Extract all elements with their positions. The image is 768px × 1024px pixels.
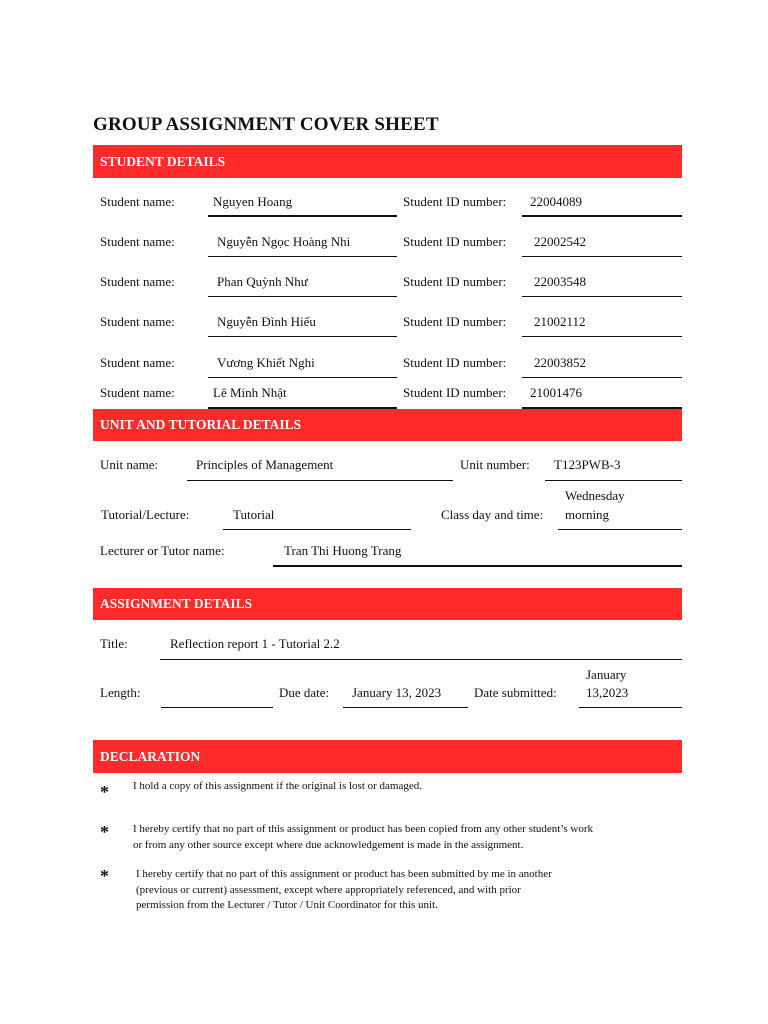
class-day-line — [558, 529, 682, 530]
declaration-line: (previous or current) assessment, except where appropriately referenced, and with prior — [136, 883, 521, 896]
tutorial-lecture-label: Tutorial/Lecture: — [101, 507, 190, 522]
length-label: Length: — [100, 685, 141, 700]
student-details-header: STUDENT DETAILS — [93, 145, 682, 178]
student-id-label: Student ID number: — [403, 385, 507, 400]
student-name-line — [208, 377, 397, 378]
student-name-label: Student name: — [100, 385, 175, 400]
student-id-value: 21001476 — [530, 385, 582, 400]
student-id-value: 22003548 — [534, 274, 586, 289]
student-id-label: Student ID number: — [403, 274, 507, 289]
declaration-text — [133, 779, 422, 795]
student-name-line — [208, 215, 397, 217]
asterisk-icon: * — [100, 782, 109, 802]
lecturer-label: Lecturer or Tutor name: — [100, 543, 225, 558]
declaration-line: permission from the Lecturer / Tutor / Unit Coordinator for this unit. — [136, 899, 438, 911]
due-date-value: January 13, 2023 — [352, 685, 442, 700]
student-name-label: Student name: — [100, 194, 175, 209]
date-submitted-label: Date submitted: — [474, 685, 557, 700]
student-id-value: 22002542 — [534, 234, 586, 249]
student-name-label: Student name: — [100, 274, 175, 289]
tutorial-lecture-line — [223, 529, 411, 530]
student-id-label: Student ID number: — [403, 355, 507, 370]
student-name-line — [208, 336, 397, 337]
declaration-line: or from any other source except where due acknowledgement is made in the assignment. — [133, 838, 524, 851]
length-line — [161, 707, 273, 708]
student-id-label: Student ID number: — [403, 314, 507, 329]
assignment-title-value: Reflection report 1 - Tutorial 2.2 — [170, 636, 340, 651]
declaration-line: I hold a copy of this assignment if the original is lost or damaged. — [133, 780, 423, 792]
student-name-value: Nguyen Hoang — [213, 194, 293, 209]
unit-number-line — [545, 480, 682, 481]
date-submitted-value-line1: January — [586, 667, 627, 682]
unit-name-value: Principles of Management — [196, 457, 334, 472]
student-id-label: Student ID number: — [403, 194, 507, 209]
class-day-label: Class day and time: — [441, 507, 544, 522]
student-id-line — [522, 256, 682, 257]
student-name-label: Student name: — [100, 234, 175, 249]
student-name-value: Nguyễn Đình Hiếu — [217, 314, 316, 329]
assignment-title-line — [160, 659, 682, 660]
due-date-line — [343, 707, 468, 708]
declaration-text — [136, 867, 552, 914]
asterisk-icon: * — [100, 866, 109, 886]
student-name-label: Student name: — [100, 355, 175, 370]
tutorial-lecture-value: Tutorial — [233, 507, 275, 522]
declaration-line: I hereby certify that no part of this assignment or product has been submitted by me in another — [136, 868, 552, 880]
student-id-line — [522, 336, 682, 337]
unit-details-header: UNIT AND TUTORIAL DETAILS — [93, 409, 682, 441]
student-id-value: 22003852 — [534, 355, 586, 370]
student-name-value: Vương Khiết Nghi — [217, 355, 315, 370]
student-name-label: Student name: — [100, 314, 175, 329]
unit-number-value: T123PWB-3 — [554, 457, 621, 472]
asterisk-icon: * — [100, 822, 109, 842]
student-name-value: Phan Quỳnh Như — [217, 274, 308, 289]
page-title: GROUP ASSIGNMENT COVER SHEET — [93, 114, 439, 135]
student-id-line — [522, 296, 682, 297]
declaration-line: I hereby certify that no part of this assignment or product has been copied from any other student’s work — [133, 823, 594, 835]
student-id-label: Student ID number: — [403, 234, 507, 249]
student-name-value: Lê Minh Nhật — [213, 385, 287, 400]
unit-name-line — [187, 480, 453, 481]
student-name-value: Nguyễn Ngọc Hoàng Nhi — [217, 234, 351, 249]
assignment-title-label: Title: — [100, 636, 128, 651]
student-id-value: 22004089 — [530, 194, 582, 209]
declaration-header: DECLARATION — [93, 740, 682, 773]
lecturer-line — [273, 565, 682, 567]
date-submitted-value-line2: 13,2023 — [586, 685, 629, 700]
class-day-value-line1: Wednesday — [565, 488, 625, 503]
student-id-value: 21002112 — [534, 314, 586, 329]
unit-number-label: Unit number: — [460, 457, 530, 472]
student-id-line — [522, 377, 682, 378]
due-date-label: Due date: — [279, 685, 330, 700]
student-name-line — [208, 296, 397, 297]
student-name-line — [208, 256, 397, 257]
unit-name-label: Unit name: — [100, 457, 159, 472]
assignment-details-header: ASSIGNMENT DETAILS — [93, 588, 682, 620]
class-day-value-line2: morning — [565, 507, 610, 522]
student-id-line — [522, 215, 682, 217]
declaration-text — [133, 822, 593, 853]
date-submitted-line — [579, 707, 682, 708]
lecturer-value: Tran Thi Huong Trang — [284, 543, 402, 558]
